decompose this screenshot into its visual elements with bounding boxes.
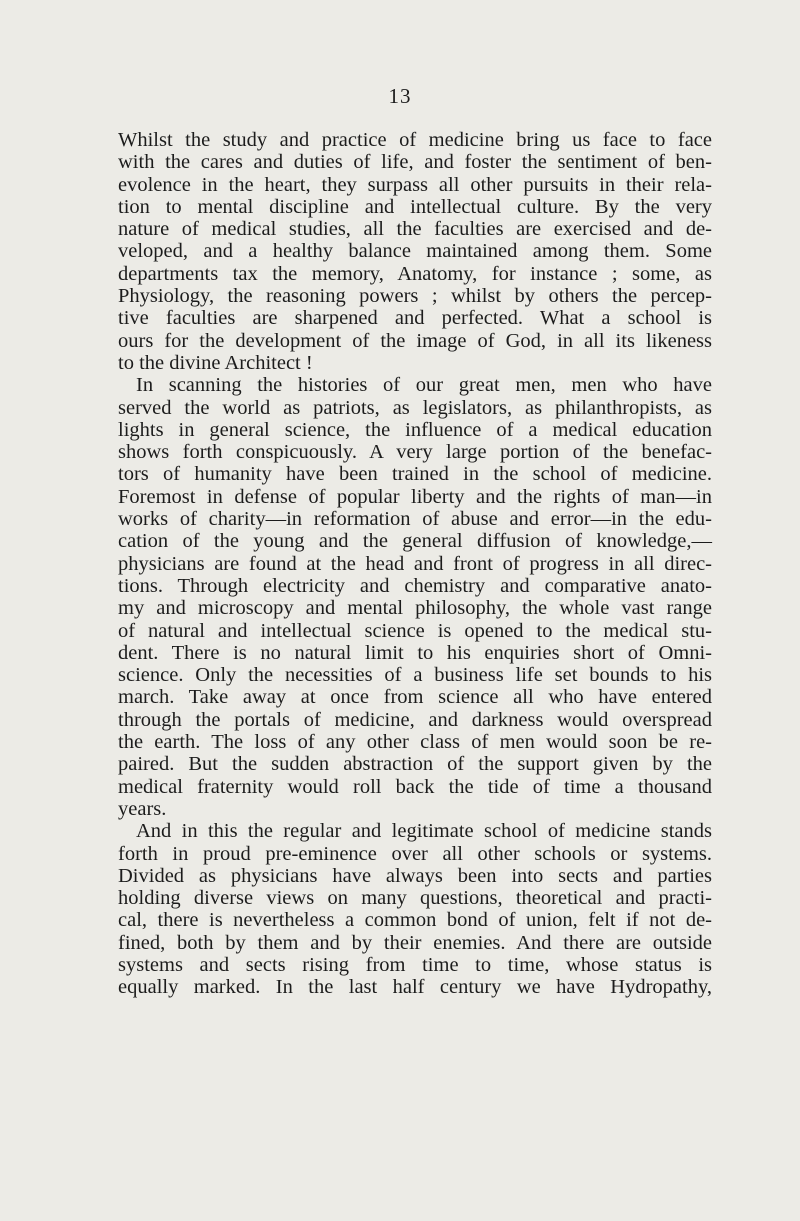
text-line: through the portals of medicine, and darkness would overspread [118,708,712,731]
text-line: works of charity—in reformation of abuse and error—in the edu- [118,508,712,531]
text-line: veloped, and a healthy balance maintained among them. Some [118,240,712,263]
text-line: march. Take away at once from science all who have entered [118,686,712,709]
text-line: cation of the young and the general diffusion of knowledge,— [118,530,712,553]
text-line: nature of medical studies, all the faculties are exercised and de- [118,218,712,241]
text-line: dent. There is no natural limit to his enquiries short of Omni- [118,641,712,664]
text-line: Divided as physicians have always been into sects and parties [118,864,712,887]
text-line: cal, there is nevertheless a common bond of union, felt if not de- [118,909,712,932]
text-line: holding diverse views on many questions, theoretical and practi- [118,887,712,910]
text-line: shows forth conspicuously. A very large portion of the benefac- [118,441,712,464]
text-line: equally marked. In the last half century we have Hydropathy, [118,976,712,999]
text-line: tors of humanity have been trained in the school of medicine. [118,463,712,486]
text-line: the earth. The loss of any other class of men would soon be re- [118,731,712,754]
text-line: paired. But the sudden abstraction of the support given by the [118,753,712,776]
text-line: to the divine Architect ! [118,351,313,374]
text-line: In scanning the histories of our great men, men who have [136,374,712,397]
text-line: ours for the development of the image of God, in all its likeness [118,329,712,352]
page-number: 13 [388,84,412,108]
text-line: tions. Through electricity and chemistry and comparative anato- [118,574,712,597]
text-line: Whilst the study and practice of medicine bring us face to face [118,129,712,151]
text-line: Foremost in defense of popular liberty and the rights of man—in [118,485,712,508]
text-line: fined, both by them and by their enemies. And there are outside [118,931,712,954]
text-line: departments tax the memory, Anatomy, for instance ; some, as [118,262,712,285]
text-line: science. Only the necessities of a business life set bounds to his [118,664,712,687]
text-line: evolence in the heart, they surpass all other pursuits in their rela- [118,173,712,196]
text-line: And in this the regular and legitimate school of medicine stands [136,820,712,843]
text-line: Physiology, the reasoning powers ; whilst by others the percep- [118,285,712,308]
text-line: my and microscopy and mental philosophy, the whole vast range [118,597,712,620]
text-line: tive faculties are sharpened and perfected. What a school is [118,307,712,330]
text-line: medical fraternity would roll back the tide of time a thousand [118,775,712,798]
body-text [118,129,712,999]
text-line: lights in general science, the influence of a medical education [118,418,712,441]
text-line: years. [118,797,167,820]
text-line: forth in proud pre-eminence over all other schools or systems. [118,842,712,865]
text-line: tion to mental discipline and intellectual culture. By the very [118,195,712,218]
text-line: served the world as patriots, as legislators, as philanthropists, as [118,396,712,419]
text-line: systems and sects rising from time to time, whose status is [118,953,712,976]
text-line: physicians are found at the head and front of progress in all direc- [118,552,712,575]
text-line: with the cares and duties of life, and foster the sentiment of ben- [118,151,712,174]
text-line: of natural and intellectual science is opened to the medical stu- [118,619,712,642]
